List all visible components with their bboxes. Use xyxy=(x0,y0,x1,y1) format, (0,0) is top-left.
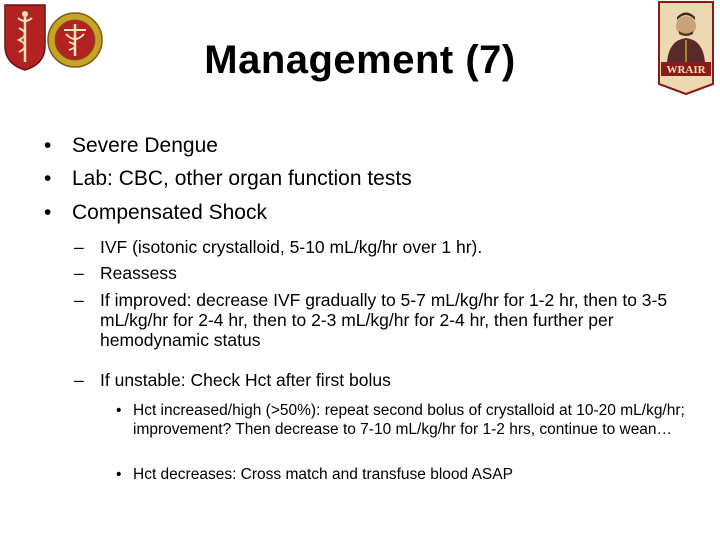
sub-sub-bullet-text: Hct decreases: Cross match and transfuse blood ASAP xyxy=(133,466,513,483)
bullet-text: Compensated Shock xyxy=(72,201,267,224)
sub-bullet-text: If unstable: Check Hct after first bolus xyxy=(100,370,391,390)
dash-icon: – xyxy=(74,370,84,390)
sub-bullet-text: Reassess xyxy=(100,263,177,283)
sub-bullet-item xyxy=(74,263,694,283)
bullet-dot-icon: • xyxy=(44,201,52,224)
bullet-dot-icon: • xyxy=(44,134,52,157)
bullet-item xyxy=(44,134,218,158)
bullet-item xyxy=(44,167,412,191)
dash-icon: – xyxy=(74,290,84,310)
wrair-label: WRAIR xyxy=(666,64,706,76)
bullet-dot-icon: • xyxy=(44,167,52,190)
sub-bullet-item xyxy=(74,370,694,390)
dash-icon: – xyxy=(74,263,84,283)
sub-sub-bullet-item xyxy=(116,465,696,484)
slide-title: Management (7) xyxy=(204,38,516,82)
sub-bullet-text: If improved: decrease IVF gradually to 5-7 mL/kg/hr for 1-2 hr, then to 3-5 mL/kg/hr for 2-4 hr, then to 2-3 mL/kg/hr for 2-4 hr, then further per hemodynamic status xyxy=(100,290,668,350)
sub-bullet-text: IVF (isotonic crystalloid, 5-10 mL/kg/hr over 1 hr). xyxy=(100,237,483,257)
sub-bullet-item xyxy=(74,237,694,257)
sub-bullet-item xyxy=(74,290,694,350)
bullet-text: Severe Dengue xyxy=(72,134,218,157)
bullet-item xyxy=(44,201,267,225)
bullet-dot-icon: • xyxy=(116,466,122,483)
sub-sub-bullet-item xyxy=(116,401,696,439)
bullet-dot-icon: • xyxy=(116,402,122,419)
dash-icon: – xyxy=(74,237,84,257)
sub-sub-bullet-text: Hct increased/high (>50%): repeat second bolus of crystalloid at 10-20 mL/kg/hr; improvement? Then decrease to 7-10 mL/kg/hr for 1-2 hrs, continue to wean… xyxy=(133,402,685,438)
bullet-text: Lab: CBC, other organ function tests xyxy=(72,167,412,190)
